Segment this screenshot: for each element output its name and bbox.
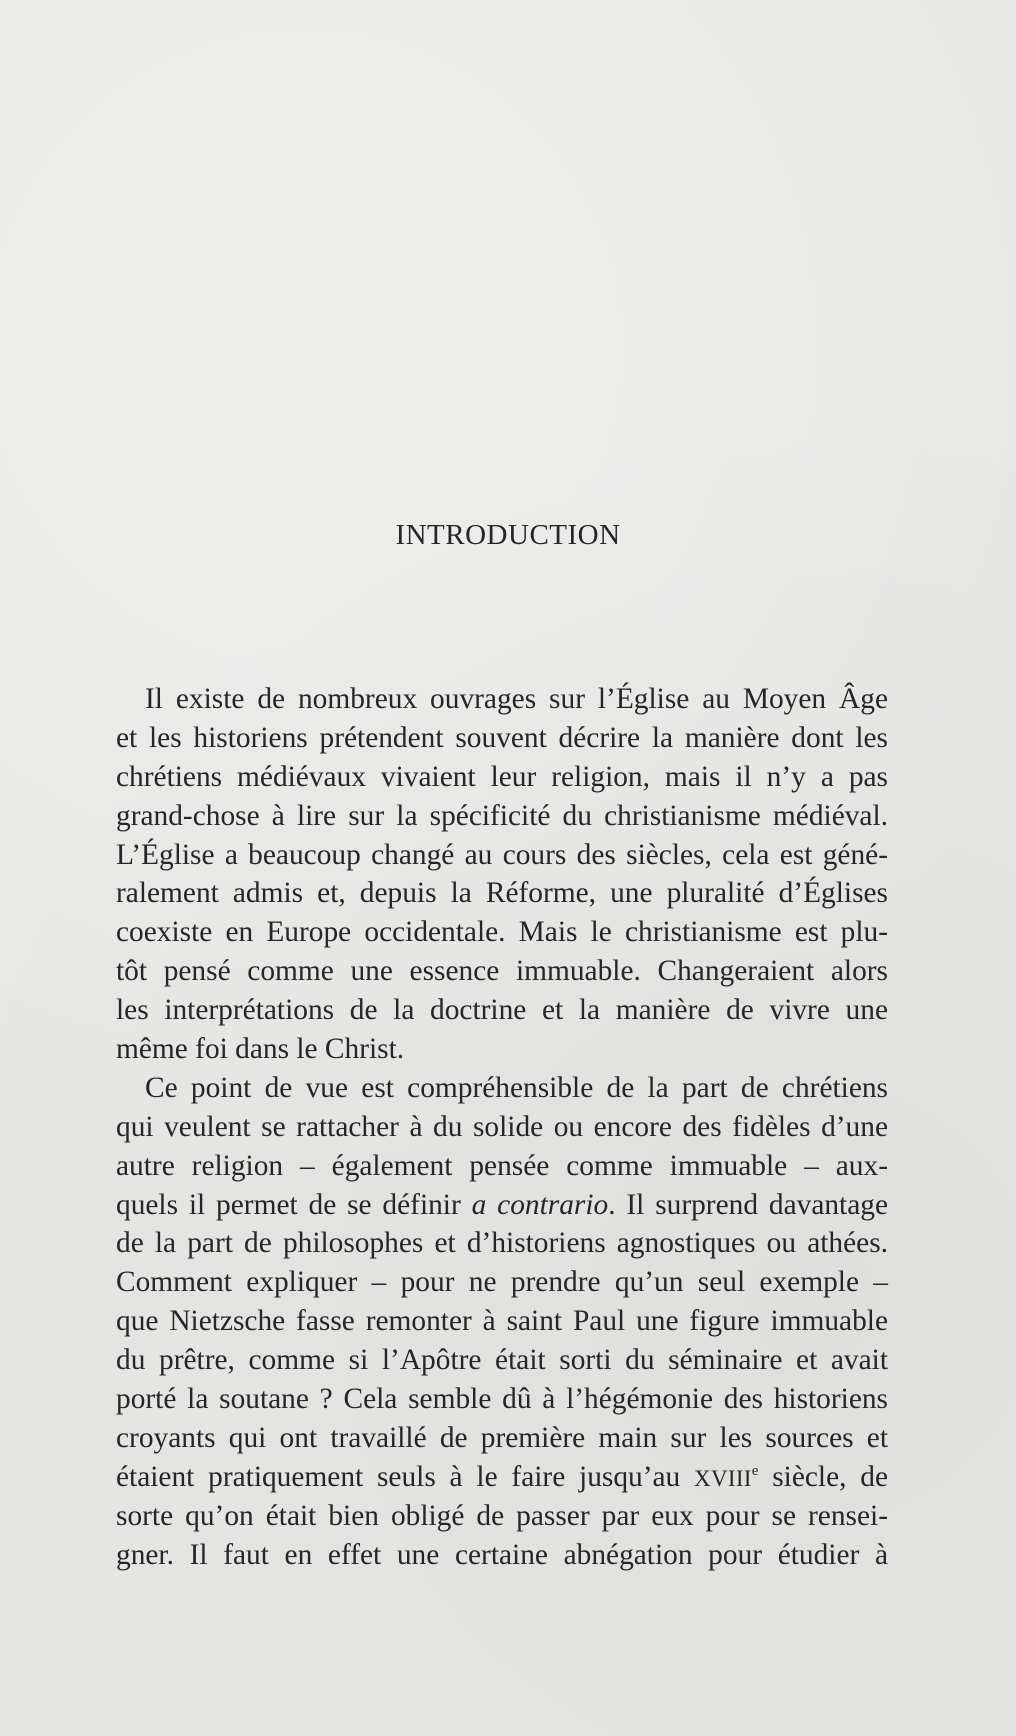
paragraph-1-line-9: les interprétations de la doctrine et la manière de vivre une <box>116 994 888 1027</box>
paragraph-1-line-7: coexiste en Europe occidentale. Mais le christianisme est plu- <box>116 916 888 949</box>
paragraph-2-line-1: Ce point de vue est compréhensible de la part de chrétiens <box>145 1071 888 1104</box>
paragraph-2-line-11 <box>116 1458 888 1497</box>
paragraph-2-line-7: que Nietzsche fasse remonter à saint Paul une figure immuable <box>116 1305 888 1338</box>
paragraph-2-line-2: qui veulent se rattacher à du solide ou encore des fidèles d’une <box>116 1110 888 1143</box>
line-11-start: étaient pratiquement seuls à le faire jusqu’au <box>116 1460 695 1493</box>
paragraph-2-line-13: gner. Il faut en effet une certaine abnégation pour étudier à <box>116 1538 888 1571</box>
paragraph-2-line-5: de la part de philosophes et d’historiens agnostiques ou athées. <box>116 1227 888 1260</box>
paragraph-2-line-10: croyants qui ont travaillé de première main sur les sources et <box>116 1421 888 1454</box>
paragraph-1-line-4: grand-chose à lire sur la spécificité du christianisme médiéval. <box>116 799 888 832</box>
paragraph-2-line-4 <box>116 1186 888 1225</box>
paragraph-1-line-10: même foi dans le Christ. <box>116 1033 405 1066</box>
paragraph-1-line-6: ralement admis et, depuis la Réforme, une pluralité d’Églises <box>116 877 888 910</box>
chapter-heading: INTRODUCTION <box>395 519 621 551</box>
paragraph-2-line-12: sorte qu’on était bien obligé de passer par eux pour se rensei- <box>116 1499 888 1532</box>
paragraph-2-line-9: porté la soutane ? Cela semble dû à l’hégémonie des historiens <box>116 1383 888 1416</box>
paragraph-2-line-3: autre religion – également pensée comme immuable – aux- <box>116 1149 888 1182</box>
paragraph-1-line-8: tôt pensé comme une essence immuable. Changeraient alors <box>116 955 888 988</box>
century-numeral: XVIII <box>694 1465 752 1491</box>
paragraph-1-line-1: Il existe de nombreux ouvrages sur l’Église au Moyen Âge <box>145 683 888 715</box>
line-4-end: . Il surprend davantage <box>608 1188 889 1221</box>
body-text <box>116 680 888 1574</box>
paragraph-1-line-3: chrétiens médiévaux vivaient leur religion, mais il n’y a pas <box>116 760 888 793</box>
paragraph-2-line-8: du prêtre, comme si l’Apôtre était sorti du séminaire et avait <box>116 1344 888 1377</box>
line-11-end: siècle, de <box>758 1460 889 1493</box>
paragraph-1-line-5: L’Église a beaucoup changé au cours des siècles, cela est géné- <box>116 838 888 871</box>
line-4-start: quels il permet de se définir <box>116 1188 472 1221</box>
latin-phrase: a contrario <box>471 1188 609 1221</box>
paragraph-2-line-6: Comment expliquer – pour ne prendre qu’un seul exemple – <box>116 1266 888 1299</box>
century-superscript: e <box>751 1462 759 1479</box>
paragraph-1-line-2: et les historiens prétendent souvent décrire la manière dont les <box>116 721 888 754</box>
